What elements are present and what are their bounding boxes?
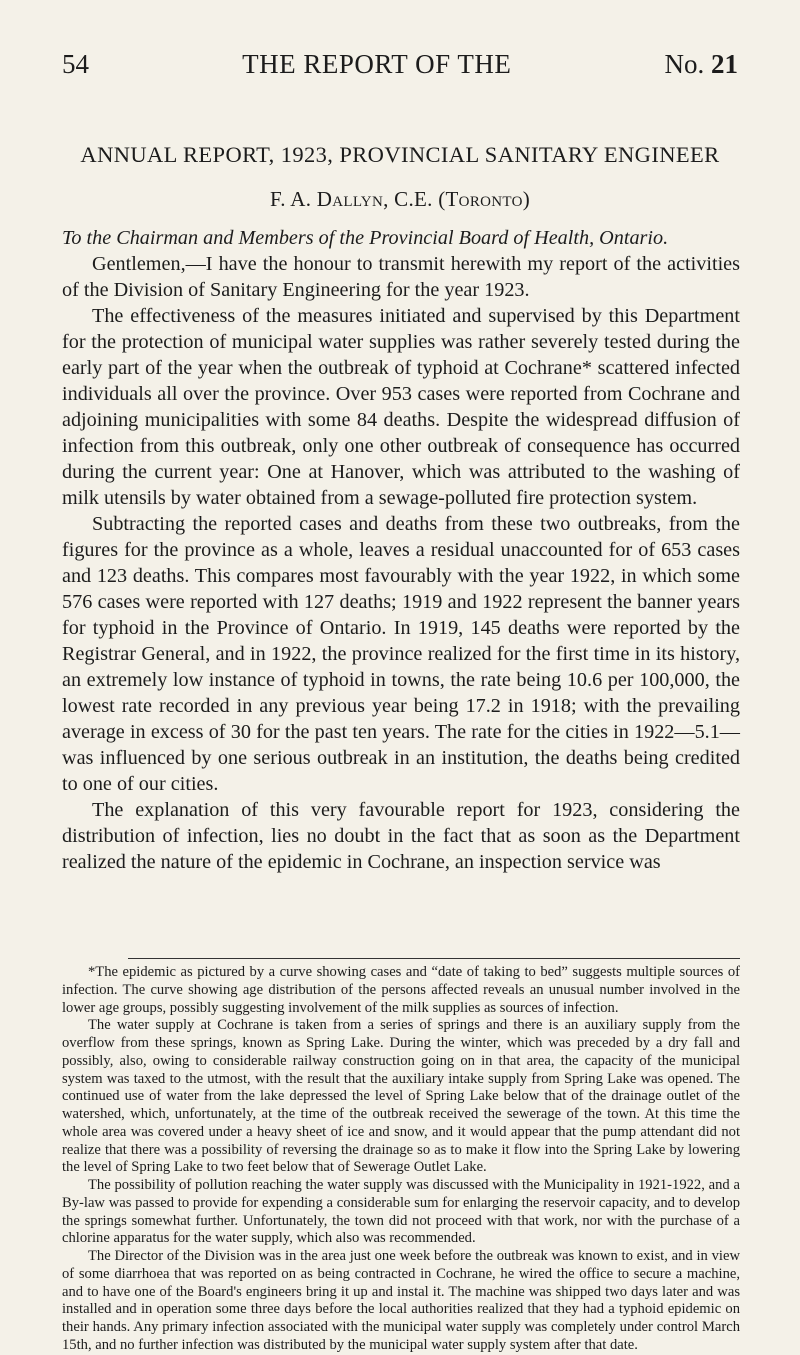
issue-prefix: No. <box>664 48 705 79</box>
issue-number-value: 21 <box>711 48 738 79</box>
report-author: F. A. Dallyn, C.E. (Toronto) <box>269 187 531 211</box>
paragraph: Subtracting the reported cases and deaths from these two outbreaks, from the figures for the province as a whole, leaves a residual unaccounted for of 653 cases and 123 deaths. This compares most favourably with the year 1922, in which some 576 cases were reported with 127 deaths; 1919 and 1922 represent the banner years for typhoid in the Province of Ontario. In 1919, 145 deaths were reported by the Registrar General, and in 1922, the province realized for the first time in its history, an extremely low instance of typhoid in towns, the rate being 10.6 per 100,000, the lowest rate recorded in any previous year being 17.2 in 1918; with the prevailing average in excess of 30 for the past ten years. The rate for the cities in 1922—5.1—was influenced by one serious outbreak in an institution, the deaths being credited to one of our cities. <box>62 513 740 795</box>
footnote-divider <box>128 958 740 959</box>
report-heading: ANNUAL REPORT, 1923, PROVINCIAL SANITARY ENGINEER <box>80 142 720 167</box>
page-header <box>62 44 738 84</box>
issue-number <box>665 49 739 80</box>
footnote-paragraph: The possibility of pollution reaching the water supply was discussed with the Municipality in 1921-1922, and a By-law was passed to provide for expending a considerable sum for enlarging the reservoir capacity, and to develop the springs somewhat further. Unfortunately, the town did not proceed with that work, nor with the purchase of a chlorine apparatus for the water supply, which also was recommended. <box>62 1177 740 1247</box>
footnote-paragraph: *The epidemic as pictured by a curve showing cases and “date of taking to bed” suggests multiple sources of infection. The curve showing age distribution of the persons affected reveals an unusual number involved in the lower age groups, possibly suggesting involvement of the milk supplies as sources of infection. <box>62 964 740 1016</box>
running-title: THE REPORT OF THE <box>242 48 512 79</box>
paragraph: The explanation of this very favourable report for 1923, considering the distribution of infection, lies no doubt in the fact that as soon as the Department realized the nature of the epidemic in Cochrane, an inspection service was <box>62 799 740 873</box>
report-body <box>62 225 740 875</box>
paragraph: Gentlemen,—I have the honour to transmit herewith my report of the activities of the Division of Sanitary Engineering for the year 1923. <box>62 253 740 301</box>
footnote-paragraph: The Director of the Division was in the area just one week before the outbreak was known to exist, and in view of some diarrhoea that was reported on as being contracted in Cochrane, he wired the office to secure a machine, and to have one of the Board's engineers bring it up and instal it. The machine was shipped two days later and was installed and in operation some three days before the local authorities realized that they had a typhoid epidemic on their hands. Any primary infection associated with the municipal water supply was completely under control March 15th, and no further infection was distributed by the municipal water supply system after that date. <box>62 1248 740 1353</box>
footnote-paragraph: The water supply at Cochrane is taken from a series of springs and there is an auxiliary supply from the overflow from these springs, known as Spring Lake. During the winter, which was preceded by a dry fall and possibly, also, owing to considerable railway construction going on in that area, the capacity of the municipal system was taxed to the utmost, with the result that the auxiliary intake supply from Spring Lake was opened. The continued use of water from the lake depressed the level of Spring Lake below that of the drainage outlet of the watershed, which, unfortunately, at the time of the outbreak received the sewerage of the town. At this time the whole area was covered under a heavy sheet of ice and snow, and it would appear that the pump attendant did not realize that there was a possibility of reversing the drainage so as to make it flow into the Spring Lake by lowering the level of Spring Lake to two feet below that of Sewerage Outlet Lake. <box>62 1017 740 1176</box>
salutation: To the Chairman and Members of the Provincial Board of Health, Ontario. <box>62 227 669 249</box>
footnotes <box>62 964 740 1355</box>
paragraph: The effectiveness of the measures initiated and supervised by this Department for the protection of municipal water supplies was rather severely tested during the early part of the year when the outbreak of typhoid at Cochrane* scattered infected individuals all over the province. Over 953 cases were reported from Cochrane and adjoining municipalities with some 84 deaths. Despite the widespread diffusion of infection from this outbreak, only one other outbreak of consequence has occurred during the current year: One at Hanover, which was attributed to the washing of milk utensils by water obtained from a sewage-polluted fire protection system. <box>62 305 740 509</box>
page-number: 54 <box>62 48 89 79</box>
